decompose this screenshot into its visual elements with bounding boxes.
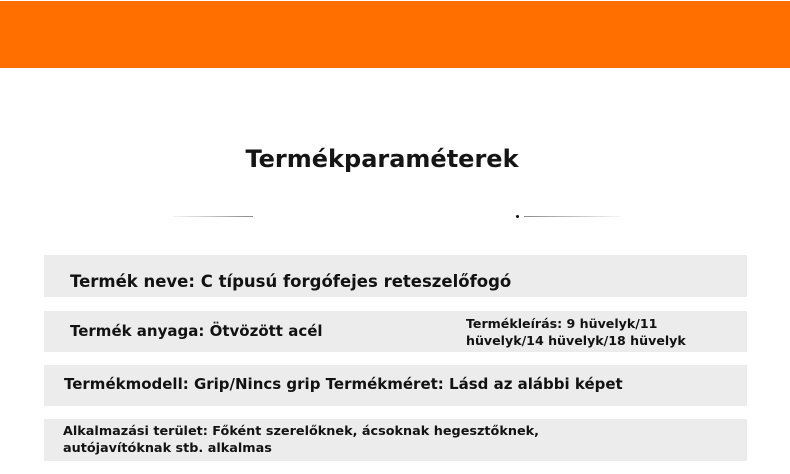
title-divider-right [524, 216, 620, 217]
orange-header-banner [0, 1, 790, 68]
section-title: Termékparaméterek [245, 145, 519, 173]
product-name-text: Termék neve: C típusú forgófejes reteszelőfogó [70, 272, 512, 291]
application-area-text: Alkalmazási terület: Főként szerelőknek, ácsoknak hegesztőknek, autójavítóknak stb. alkalmas [63, 424, 540, 456]
product-model-size-text: Termékmodell: Grip/Nincs grip Termékméret: Lásd az alábbi képet [64, 375, 623, 393]
title-divider-dot [516, 215, 519, 218]
param-row-material [44, 311, 747, 352]
product-description-text: Termékleírás: 9 hüvelyk/11 hüvelyk/14 hüvelyk/18 hüvelyk [466, 316, 686, 348]
param-row-product-name [44, 255, 747, 297]
param-row-model-size [44, 365, 747, 406]
title-divider-left [173, 216, 253, 217]
product-material-text: Termék anyaga: Ötvözött acél [70, 322, 323, 340]
param-row-application [44, 419, 747, 461]
